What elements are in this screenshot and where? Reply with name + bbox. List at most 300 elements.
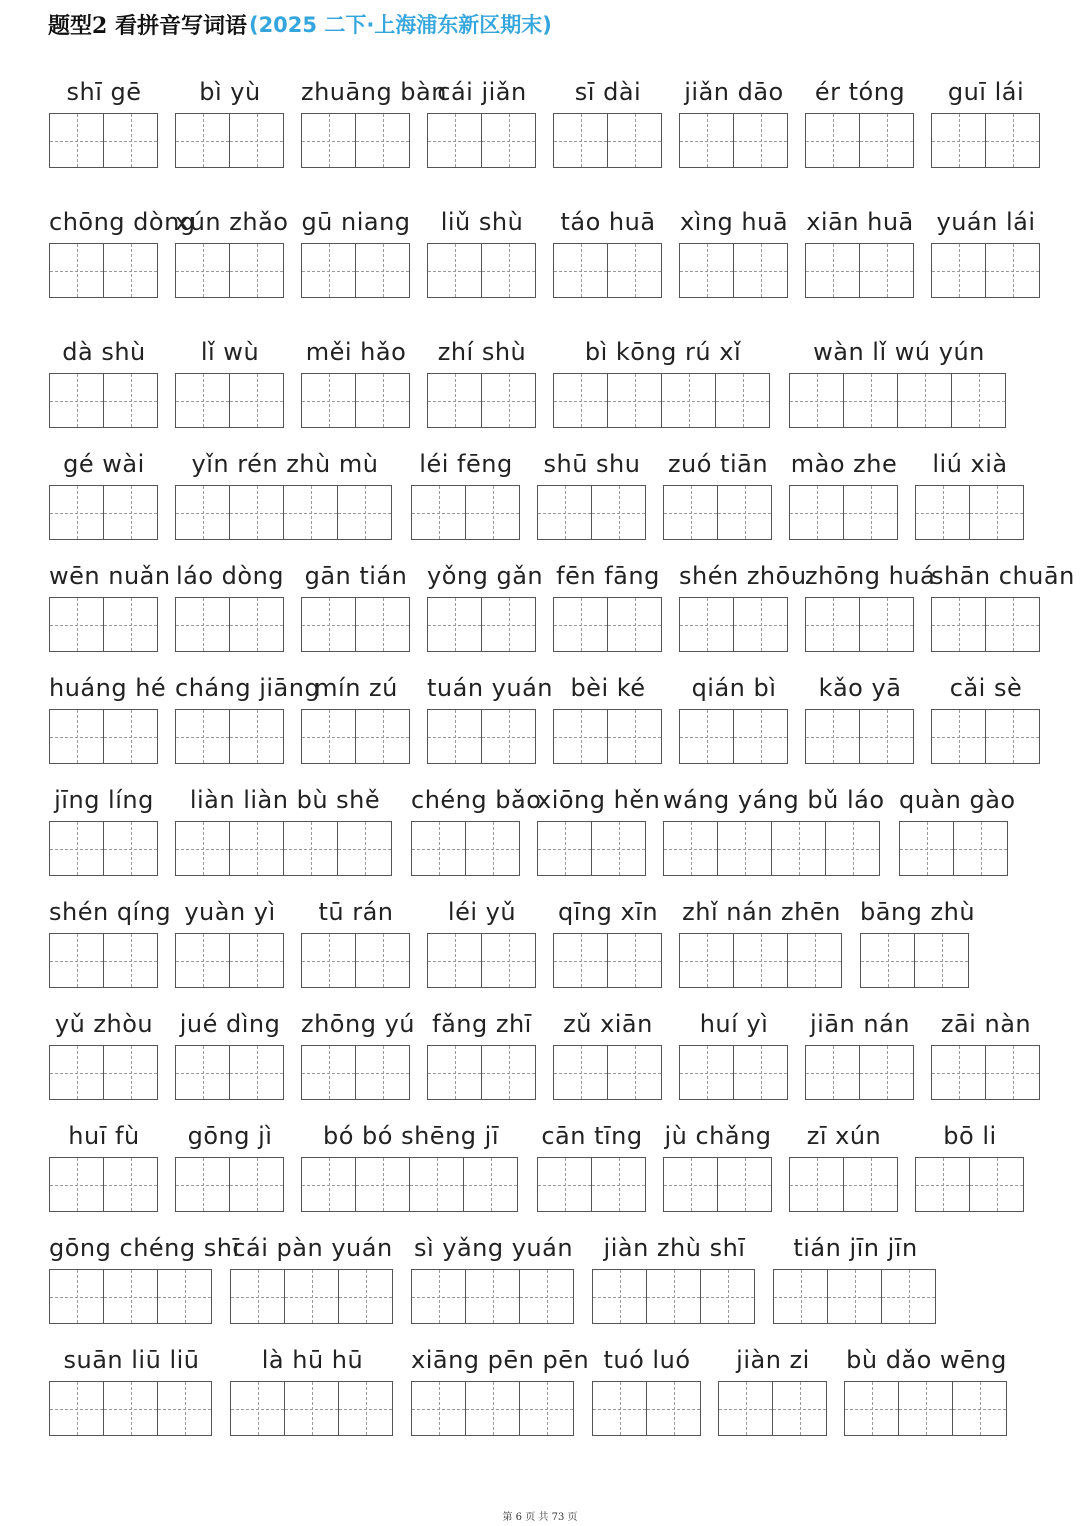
writing-cell[interactable] [158, 1381, 212, 1436]
writing-cell[interactable] [718, 1157, 772, 1212]
writing-cell[interactable] [734, 1045, 788, 1100]
word-item [553, 1006, 663, 1100]
writing-cell[interactable] [734, 597, 788, 652]
writing-cell[interactable] [49, 373, 104, 428]
writing-cell[interactable] [734, 933, 788, 988]
writing-cell[interactable] [860, 113, 914, 168]
writing-cell[interactable] [230, 821, 284, 876]
writing-cell[interactable] [553, 373, 608, 428]
word-item [931, 558, 1075, 652]
tianzige-box [592, 1269, 755, 1324]
word-item [931, 204, 1041, 298]
tianzige-box [175, 597, 284, 652]
writing-cell[interactable] [931, 597, 986, 652]
tianzige-box [553, 933, 662, 988]
writing-cell[interactable] [175, 243, 230, 298]
writing-cell[interactable] [104, 1157, 158, 1212]
word-item [175, 558, 285, 652]
tianzige-box [553, 113, 662, 168]
writing-cell[interactable] [175, 597, 230, 652]
writing-cell[interactable] [230, 1157, 284, 1212]
writing-cell[interactable] [230, 373, 284, 428]
writing-cell[interactable] [592, 485, 646, 540]
tianzige-box [301, 373, 410, 428]
pinyin-label: shū shu [543, 450, 641, 478]
writing-cell[interactable] [553, 113, 608, 168]
writing-cell[interactable] [482, 113, 536, 168]
writing-cell[interactable] [734, 243, 788, 298]
writing-cell[interactable] [537, 485, 592, 540]
writing-cell[interactable] [915, 1157, 970, 1212]
pinyin-label: gōng chéng shī [49, 1234, 240, 1262]
tianzige-box [49, 1269, 212, 1324]
tianzige-box [805, 113, 914, 168]
word-item [175, 782, 395, 876]
writing-cell[interactable] [805, 1045, 860, 1100]
exercise-title: 题型2 看拼音写词语 [48, 12, 247, 39]
writing-cell[interactable] [175, 485, 230, 540]
writing-cell[interactable] [175, 933, 230, 988]
writing-cell[interactable] [175, 821, 230, 876]
pinyin-label: cái pàn yuán [232, 1234, 393, 1262]
writing-cell[interactable] [356, 1157, 410, 1212]
writing-cell[interactable] [175, 113, 230, 168]
writing-cell[interactable] [860, 1045, 914, 1100]
writing-cell[interactable] [301, 709, 356, 764]
word-item [301, 334, 411, 428]
writing-cell[interactable] [104, 485, 158, 540]
tianzige-box [301, 597, 410, 652]
writing-cell[interactable] [104, 113, 158, 168]
writing-cell[interactable] [411, 485, 466, 540]
tianzige-box [553, 243, 662, 298]
pinyin-label: bāng zhù [860, 898, 976, 926]
pinyin-label: zāi nàn [940, 1010, 1032, 1038]
writing-cell[interactable] [805, 597, 860, 652]
writing-cell[interactable] [104, 373, 158, 428]
pinyin-label: yǔ zhòu [54, 1010, 154, 1038]
writing-cell[interactable] [662, 373, 716, 428]
writing-cell[interactable] [104, 597, 158, 652]
writing-cell[interactable] [952, 373, 1006, 428]
writing-cell[interactable] [356, 1045, 410, 1100]
word-item [49, 334, 159, 428]
writing-cell[interactable] [49, 243, 104, 298]
writing-cell[interactable] [553, 933, 608, 988]
writing-cell[interactable] [284, 821, 338, 876]
writing-cell[interactable] [931, 1045, 986, 1100]
writing-cell[interactable] [647, 1269, 701, 1324]
pinyin-label: cháng jiāng [175, 674, 321, 702]
writing-cell[interactable] [520, 1381, 574, 1436]
writing-cell[interactable] [701, 1269, 755, 1324]
writing-cell[interactable] [427, 597, 482, 652]
pinyin-label: yuán lái [936, 208, 1036, 236]
writing-cell[interactable] [954, 821, 1008, 876]
word-item [679, 1006, 789, 1100]
writing-cell[interactable] [931, 113, 986, 168]
writing-cell[interactable] [718, 1381, 773, 1436]
pinyin-label: zhí shù [437, 338, 527, 366]
tianzige-box [860, 933, 969, 988]
tianzige-box [49, 709, 158, 764]
writing-cell[interactable] [789, 485, 844, 540]
word-item [553, 204, 663, 298]
word-item [773, 1230, 938, 1324]
tianzige-box [427, 933, 536, 988]
writing-cell[interactable] [301, 243, 356, 298]
writing-cell[interactable] [953, 1381, 1007, 1436]
tianzige-box [844, 1381, 1007, 1436]
writing-cell[interactable] [230, 1381, 285, 1436]
tianzige-box [301, 1045, 410, 1100]
writing-cell[interactable] [466, 821, 520, 876]
writing-cell[interactable] [608, 709, 662, 764]
writing-cell[interactable] [482, 933, 536, 988]
writing-cell[interactable] [411, 1269, 466, 1324]
pinyin-label: xiān huā [806, 208, 914, 236]
writing-cell[interactable] [427, 1045, 482, 1100]
writing-cell[interactable] [482, 243, 536, 298]
pinyin-label: chéng bǎo [411, 786, 542, 814]
writing-cell[interactable] [427, 373, 482, 428]
writing-cell[interactable] [608, 597, 662, 652]
pinyin-label: zhuāng bàn [301, 78, 447, 106]
writing-cell[interactable] [482, 597, 536, 652]
writing-cell[interactable] [772, 821, 826, 876]
writing-cell[interactable] [882, 1269, 936, 1324]
word-item [844, 1342, 1009, 1436]
tianzige-box [663, 1157, 772, 1212]
word-item [175, 204, 289, 298]
writing-cell[interactable] [931, 709, 986, 764]
writing-cell[interactable] [520, 1269, 574, 1324]
pinyin-label: liú xià [932, 450, 1008, 478]
writing-cell[interactable] [175, 1157, 230, 1212]
writing-cell[interactable] [899, 1381, 953, 1436]
pinyin-label: tuó luó [603, 1346, 691, 1374]
writing-cell[interactable] [608, 113, 662, 168]
writing-cell[interactable] [301, 1045, 356, 1100]
writing-cell[interactable] [844, 1381, 899, 1436]
writing-cell[interactable] [679, 243, 734, 298]
writing-cell[interactable] [844, 1157, 898, 1212]
writing-cell[interactable] [679, 1045, 734, 1100]
writing-cell[interactable] [931, 243, 986, 298]
writing-cell[interactable] [592, 1381, 647, 1436]
word-item [49, 558, 171, 652]
word-item [805, 558, 936, 652]
tianzige-box [49, 113, 158, 168]
writing-cell[interactable] [301, 113, 356, 168]
tianzige-box [175, 485, 392, 540]
pinyin-label: léi yǔ [447, 898, 517, 926]
writing-cell[interactable] [230, 485, 284, 540]
writing-cell[interactable] [466, 485, 520, 540]
writing-cell[interactable] [608, 1045, 662, 1100]
word-item [915, 1118, 1025, 1212]
writing-cell[interactable] [482, 373, 536, 428]
tianzige-box [553, 709, 662, 764]
word-item [175, 1118, 285, 1212]
word-item [49, 74, 159, 168]
writing-cell[interactable] [338, 821, 392, 876]
writing-cell[interactable] [898, 373, 952, 428]
pinyin-label: gé wài [63, 450, 145, 478]
writing-cell[interactable] [553, 597, 608, 652]
tianzige-box [427, 243, 536, 298]
writing-cell[interactable] [175, 709, 230, 764]
writing-cell[interactable] [104, 933, 158, 988]
writing-cell[interactable] [773, 1381, 827, 1436]
pinyin-label: dà shù [62, 338, 146, 366]
tianzige-box [49, 933, 158, 988]
writing-cell[interactable] [356, 709, 410, 764]
writing-cell[interactable] [986, 597, 1040, 652]
tianzige-box [553, 373, 770, 428]
writing-cell[interactable] [356, 597, 410, 652]
pinyin-label: shī gē [66, 78, 142, 106]
writing-cell[interactable] [356, 113, 410, 168]
word-item [427, 894, 537, 988]
writing-cell[interactable] [986, 113, 1040, 168]
tianzige-box [49, 373, 158, 428]
pinyin-label: jiàn zi [736, 1346, 810, 1374]
writing-cell[interactable] [734, 113, 788, 168]
pinyin-label: zī xún [806, 1122, 882, 1150]
word-item [679, 558, 807, 652]
writing-cell[interactable] [411, 821, 466, 876]
writing-cell[interactable] [553, 243, 608, 298]
writing-cell[interactable] [49, 1157, 104, 1212]
writing-cell[interactable] [175, 1045, 230, 1100]
writing-cell[interactable] [482, 709, 536, 764]
writing-cell[interactable] [537, 1157, 592, 1212]
writing-cell[interactable] [553, 1045, 608, 1100]
writing-cell[interactable] [553, 709, 608, 764]
writing-cell[interactable] [716, 373, 770, 428]
writing-cell[interactable] [285, 1381, 339, 1436]
tianzige-box [427, 709, 536, 764]
tianzige-box [553, 597, 662, 652]
pinyin-label: huí yì [699, 1010, 769, 1038]
writing-cell[interactable] [805, 709, 860, 764]
writing-cell[interactable] [482, 1045, 536, 1100]
writing-cell[interactable] [828, 1269, 882, 1324]
pinyin-label: bō li [943, 1122, 997, 1150]
writing-cell[interactable] [301, 373, 356, 428]
writing-cell[interactable] [464, 1157, 518, 1212]
writing-cell[interactable] [301, 933, 356, 988]
pinyin-label: zhōng huá [805, 562, 936, 590]
writing-cell[interactable] [915, 933, 969, 988]
writing-cell[interactable] [427, 113, 482, 168]
writing-cell[interactable] [679, 597, 734, 652]
tianzige-box [931, 597, 1040, 652]
writing-cell[interactable] [844, 373, 898, 428]
writing-cell[interactable] [466, 1381, 520, 1436]
tianzige-box [931, 113, 1040, 168]
word-item [553, 334, 773, 428]
word-item [931, 670, 1041, 764]
writing-cell[interactable] [826, 821, 880, 876]
writing-cell[interactable] [230, 113, 284, 168]
writing-cell[interactable] [104, 821, 158, 876]
writing-cell[interactable] [301, 597, 356, 652]
pinyin-label: bì kōng rú xǐ [584, 338, 742, 366]
pinyin-label: jiàn zhù shī [603, 1234, 746, 1262]
writing-cell[interactable] [356, 373, 410, 428]
writing-cell[interactable] [158, 1269, 212, 1324]
writing-cell[interactable] [427, 243, 482, 298]
writing-cell[interactable] [592, 1269, 647, 1324]
tianzige-box [805, 243, 914, 298]
writing-cell[interactable] [844, 485, 898, 540]
writing-cell[interactable] [663, 485, 718, 540]
word-item [49, 446, 159, 540]
writing-cell[interactable] [592, 821, 646, 876]
writing-cell[interactable] [915, 485, 970, 540]
writing-cell[interactable] [663, 1157, 718, 1212]
tianzige-box [49, 485, 158, 540]
word-item [553, 558, 663, 652]
writing-cell[interactable] [647, 1381, 701, 1436]
writing-cell[interactable] [986, 243, 1040, 298]
writing-cell[interactable] [970, 485, 1024, 540]
writing-cell[interactable] [356, 243, 410, 298]
writing-cell[interactable] [301, 1157, 356, 1212]
pinyin-label: gōng jì [187, 1122, 273, 1150]
writing-cell[interactable] [49, 1381, 104, 1436]
writing-cell[interactable] [230, 1269, 285, 1324]
writing-cell[interactable] [860, 243, 914, 298]
writing-cell[interactable] [970, 1157, 1024, 1212]
word-item [663, 782, 883, 876]
tianzige-box [931, 1045, 1040, 1100]
tianzige-box [679, 243, 788, 298]
tianzige-box [718, 1381, 827, 1436]
writing-cell[interactable] [411, 1381, 466, 1436]
writing-cell[interactable] [466, 1269, 520, 1324]
tianzige-box [49, 243, 158, 298]
pinyin-label: xiāng pēn pēn [411, 1346, 590, 1374]
writing-cell[interactable] [104, 1045, 158, 1100]
pinyin-label: táo huā [560, 208, 656, 236]
writing-cell[interactable] [230, 243, 284, 298]
writing-cell[interactable] [788, 933, 842, 988]
writing-cell[interactable] [679, 709, 734, 764]
word-item [718, 1342, 828, 1436]
writing-cell[interactable] [537, 821, 592, 876]
writing-cell[interactable] [338, 485, 392, 540]
writing-cell[interactable] [608, 373, 662, 428]
writing-cell[interactable] [860, 933, 915, 988]
writing-cell[interactable] [49, 821, 104, 876]
writing-cell[interactable] [805, 243, 860, 298]
pinyin-label: fǎng zhī [432, 1010, 532, 1038]
writing-cell[interactable] [104, 709, 158, 764]
word-item [49, 1230, 240, 1324]
writing-cell[interactable] [230, 1045, 284, 1100]
writing-cell[interactable] [410, 1157, 464, 1212]
word-item [230, 1342, 395, 1436]
writing-cell[interactable] [608, 243, 662, 298]
writing-cell[interactable] [230, 597, 284, 652]
pinyin-label: ér tóng [814, 78, 906, 106]
writing-cell[interactable] [789, 1157, 844, 1212]
word-item [301, 670, 411, 764]
writing-cell[interactable] [175, 373, 230, 428]
writing-cell[interactable] [679, 113, 734, 168]
word-item [411, 1230, 576, 1324]
page-number: 第 6 页 共 73 页 [502, 1512, 578, 1523]
writing-cell[interactable] [49, 113, 104, 168]
writing-cell[interactable] [284, 485, 338, 540]
writing-cell[interactable] [663, 821, 718, 876]
writing-cell[interactable] [986, 1045, 1040, 1100]
writing-cell[interactable] [49, 709, 104, 764]
writing-cell[interactable] [285, 1269, 339, 1324]
writing-cell[interactable] [49, 933, 104, 988]
writing-cell[interactable] [104, 1381, 158, 1436]
writing-cell[interactable] [230, 933, 284, 988]
writing-cell[interactable] [49, 1269, 104, 1324]
word-item [899, 782, 1016, 876]
writing-cell[interactable] [899, 821, 954, 876]
writing-cell[interactable] [49, 485, 104, 540]
writing-cell[interactable] [986, 709, 1040, 764]
pinyin-label: wēn nuǎn [49, 562, 171, 590]
writing-cell[interactable] [592, 1157, 646, 1212]
writing-cell[interactable] [718, 485, 772, 540]
pinyin-label: quàn gào [899, 786, 1016, 814]
pinyin-label: liàn liàn bù shě [189, 786, 381, 814]
writing-cell[interactable] [860, 709, 914, 764]
tianzige-box [175, 709, 284, 764]
tianzige-box [679, 709, 788, 764]
writing-cell[interactable] [49, 1045, 104, 1100]
writing-cell[interactable] [773, 1269, 828, 1324]
pinyin-label: liǔ shù [440, 208, 524, 236]
word-item [49, 670, 167, 764]
writing-cell[interactable] [789, 373, 844, 428]
writing-cell[interactable] [679, 933, 734, 988]
writing-cell[interactable] [427, 933, 482, 988]
pinyin-label: xìng huā [679, 208, 789, 236]
writing-cell[interactable] [356, 933, 410, 988]
word-item [592, 1342, 702, 1436]
word-item [663, 1118, 773, 1212]
writing-cell[interactable] [427, 709, 482, 764]
writing-cell[interactable] [718, 821, 772, 876]
writing-cell[interactable] [230, 709, 284, 764]
writing-cell[interactable] [734, 709, 788, 764]
writing-cell[interactable] [339, 1269, 393, 1324]
writing-cell[interactable] [860, 597, 914, 652]
word-item [175, 74, 285, 168]
writing-cell[interactable] [805, 113, 860, 168]
writing-cell[interactable] [104, 243, 158, 298]
tianzige-box [789, 485, 898, 540]
word-item [679, 74, 789, 168]
writing-cell[interactable] [339, 1381, 393, 1436]
word-item [931, 1006, 1041, 1100]
pinyin-label: yuàn yì [184, 898, 276, 926]
writing-cell[interactable] [49, 597, 104, 652]
word-item [49, 894, 172, 988]
writing-cell[interactable] [608, 933, 662, 988]
writing-cell[interactable] [104, 1269, 158, 1324]
